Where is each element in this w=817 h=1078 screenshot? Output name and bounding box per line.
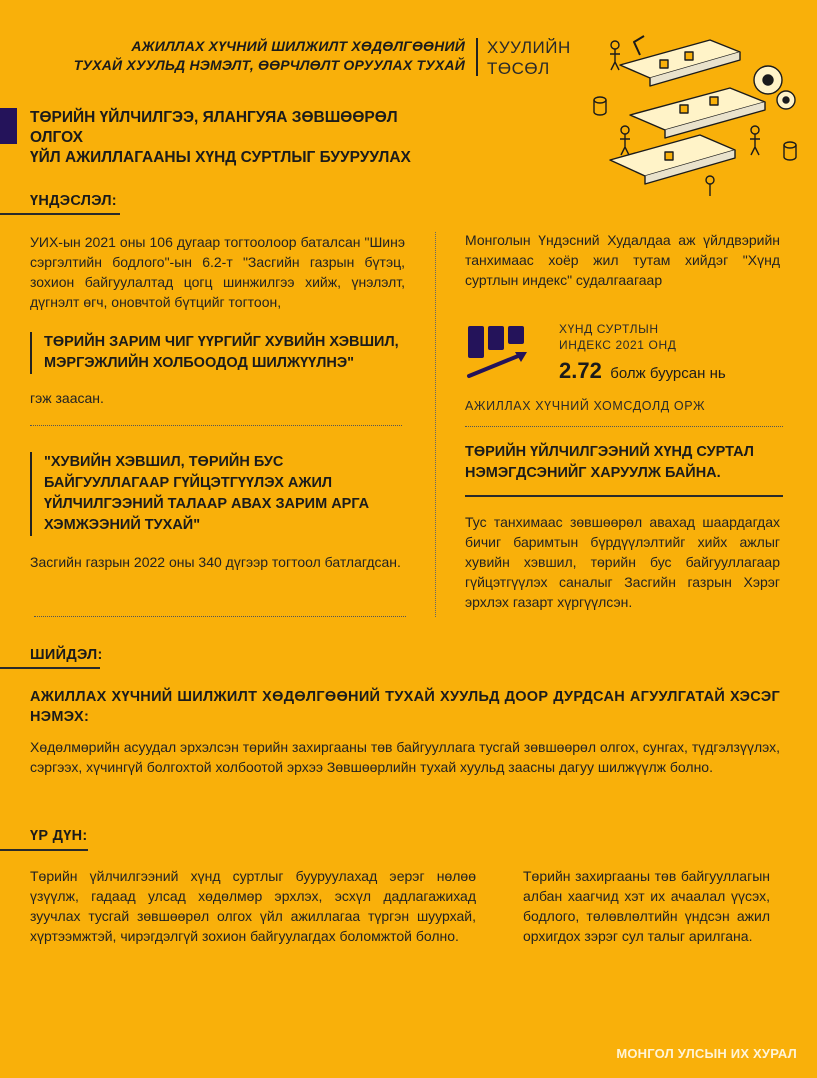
- page-title-line2: ҮЙЛ АЖИЛЛАГААНЫ ХҮНД СУРТЛЫГ БУУРУУЛАХ: [30, 149, 411, 166]
- header-doc-type: [487, 37, 571, 79]
- index-intro: Монголын Үндэсний Худалдаа аж үйлдвэрийн танхимаас хоёр жил тутам хийдэг "Хүнд суртлын индекс" судалгаагаар: [465, 232, 780, 288]
- index-conclusion: ТӨРИЙН ҮЙЛЧИЛГЭЭНИЙ ХҮНД СУРТАЛ НЭМЭГДСЭНИЙГ ХАРУУЛЖ БАЙНА.: [465, 444, 754, 481]
- basis-after-quote-1: гэж заасан.: [30, 390, 104, 406]
- index-value-row: [559, 358, 726, 384]
- footer-organization: МОНГОЛ УЛСЫН ИХ ХУРАЛ: [616, 1046, 797, 1061]
- result-underline: [0, 849, 88, 851]
- basis-quote-2: "ХУВИЙН ХЭВШИЛ, ТӨРИЙН БУС БАЙГУУЛЛАГААР ГҮЙЦЭТГҮҮЛЭХ АЖИЛ ҮЙЛЧИЛГЭЭНИЙ ТАЛААР АВАХ ЗАРИМ АРГА ХЭМЖЭЭНИЙ ТУХАЙ": [30, 452, 384, 536]
- header-topic-line1: АЖИЛЛАХ ХҮЧНИЙ ШИЛЖИЛТ ХӨДӨЛГӨӨНИЙ: [131, 38, 465, 54]
- solution-label: ШИЙДЭЛ:: [30, 647, 103, 663]
- basis-dotted-divider-2: [34, 616, 406, 617]
- title-accent-bar: [0, 108, 17, 144]
- factory-conveyor-illustration: [590, 30, 802, 200]
- page-title-line1: ТӨРИЙН ҮЙЛЧИЛГЭЭ, ЯЛАНГУЯА ЗӨВШӨӨРӨЛ ОЛГОХ: [30, 109, 398, 146]
- result-left-text: Төрийн үйлчилгээний хүнд суртлыг бууруулахад эерэг нөлөө үзүүлж, гадаад улсад хөдөлмөр эрхлэх, эсхүл дадлагажихад зуучлах тусгай зөвшөөрөл олгох үйл ажиллагаа түргэн шуурхай, хүртээмжтэй, чирэгдэлгүй зохион байгуулагдах боломжтой болно.: [30, 868, 476, 944]
- declining-chart-icon: [465, 322, 533, 380]
- header-topic-line2: ТУХАЙ ХУУЛЬД НЭМЭЛТ, ӨӨРЧЛӨЛТ ОРУУЛАХ ТУХАЙ: [73, 57, 465, 73]
- result-right-text: Төрийн захиргааны төв байгууллагын албан хаагчид хэт их ачаалал үүсэх, бодлого, төлөвлөлтийн үндсэн ажил орхигдох зэрэг сул талыг арилгана.: [523, 868, 770, 944]
- solution-heading: АЖИЛЛАХ ХҮЧНИЙ ШИЛЖИЛТ ХӨДӨЛГӨӨНИЙ ТУХАЙ ХУУЛЬД ДООР ДУРДСАН АГУУЛГАТАЙ ХЭСЭГ НЭМЭХ:: [30, 689, 780, 725]
- basis-after-quote-2: Засгийн газрын 2022 оны 340 дүгээр тогтоол батлагдсан.: [30, 554, 401, 570]
- header-topic: [40, 37, 465, 75]
- basis-underline: [0, 213, 120, 215]
- basis-quote-1: ТӨРИЙН ЗАРИМ ЧИГ ҮҮРГИЙГ ХУВИЙН ХЭВШИЛ, МЭРГЭЖЛИЙН ХОЛБООДОД ШИЛЖҮҮЛНЭ": [30, 332, 414, 374]
- basis-label: ҮНДЭСЛЭЛ:: [30, 193, 117, 209]
- index-label-line2: ИНДЕКС 2021 ОНД: [559, 338, 677, 352]
- index-followup: Тус танхимаас зөвшөөрөл авахад шаардагдах бичиг баримтын бүрдүүлэлтийг хийх ажлыг хувийн хэвшил, төрийн бус байгууллагаар гүйцэтгүүлэх саналыг Засгийн газрын Хэрэг эрхлэх газарт хүргүүлсэн.: [465, 514, 780, 610]
- basis-dotted-divider-1: [30, 425, 402, 426]
- index-value: 2.72: [559, 358, 602, 383]
- header-doc-type-line1: ХУУЛИЙН: [487, 38, 571, 57]
- index-cause: АЖИЛЛАХ ХҮЧНИЙ ХОМСДОЛД ОРЖ: [465, 399, 706, 413]
- header-divider: [476, 38, 478, 76]
- index-underline: [465, 495, 783, 497]
- solution-text: Хөдөлмөрийн асуудал эрхэлсэн төрийн захиргааны төв байгууллага тусгай зөвшөөрөл олгох, сунгах, түдгэлзүүлэх, сэргээх, хүчингүй болгохтой холбоотой эрхээ Зөвшөөрлийн тухай хуульд заасны дагуу шилжүүлж болно.: [30, 739, 780, 775]
- index-label: [559, 321, 676, 353]
- column-dotted-divider: [435, 232, 436, 617]
- page-title: [30, 108, 450, 168]
- index-value-suffix: болж буурсан нь: [610, 365, 726, 382]
- solution-underline: [0, 667, 100, 669]
- result-label: ҮР ДҮН:: [30, 828, 88, 844]
- basis-paragraph: УИХ-ын 2021 оны 106 дугаар тогтоолоор баталсан "Шинэ сэргэлтийн бодлого"-ын 6.2-т "Засгийн газрын бүтэц, зохион байгуулалтад цогц шинжилгээ хийж, үнэлэлт, дүгнэлт өгч, оновчтой бүтцийг тогтоон,: [30, 234, 405, 310]
- header-doc-type-line2: ТӨСӨЛ: [487, 59, 550, 78]
- index-label-line1: ХҮНД СУРТЛЫН: [559, 322, 659, 336]
- index-dotted-divider: [465, 426, 783, 427]
